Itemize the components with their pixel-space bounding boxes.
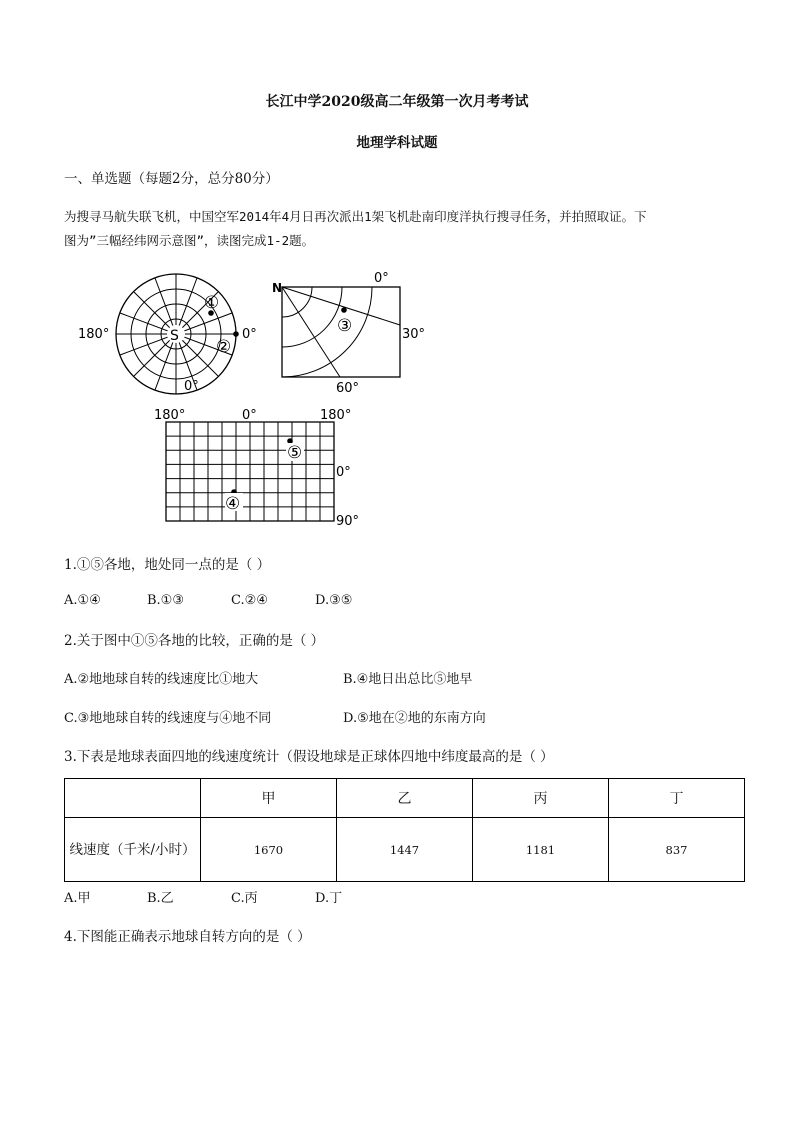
polar-180-label: 180° xyxy=(78,327,110,342)
intro-line-1: 为搜寻马航失联飞机，中国空军2014年4月日再次派出1架飞机赴南印度洋执行搜寻任务，并拍照取证。下 xyxy=(64,209,647,224)
table-header-bing: 丙 xyxy=(473,779,609,818)
table-row xyxy=(65,818,745,882)
grid-90-label: 90° xyxy=(336,514,360,529)
graticule-figure xyxy=(70,272,450,532)
polar-graticule xyxy=(78,274,257,394)
q1-option-b[interactable]: B.①③ xyxy=(147,593,184,608)
table-row-label: 线速度（千米/小时） xyxy=(65,818,201,882)
table-header-row xyxy=(65,779,745,818)
quadrant-30-label: 30° xyxy=(402,327,426,342)
section-title: 一、单选题（每题2分，总分80分） xyxy=(64,171,279,187)
point-1-label: ① xyxy=(204,293,220,313)
quadrant-60-label: 60° xyxy=(336,381,360,396)
table-cell-ding: 837 xyxy=(609,818,745,882)
question-1-stem: 1.①⑤各地，地处同一点的是（ ） xyxy=(64,557,271,573)
question-3-stem: 3.下表是地球表面四地的线速度统计（假设地球是正球体四地中纬度最高的是（ ） xyxy=(64,749,554,765)
quadrant-n-label: N xyxy=(272,281,283,295)
polar-0-bottom-label: 0° xyxy=(184,379,199,394)
table-header-ding: 丁 xyxy=(609,779,745,818)
point-4-label: ④ xyxy=(225,494,241,514)
point-3-label: ③ xyxy=(337,316,353,336)
rectangular-graticule xyxy=(154,408,359,529)
linear-speed-table xyxy=(64,778,745,882)
table-header-yi: 乙 xyxy=(337,779,473,818)
exam-title: 长江中学2020级高二年级第一次月考考试 xyxy=(265,94,529,110)
grid-0-top-label: 0° xyxy=(242,408,257,423)
q1-option-c[interactable]: C.②④ xyxy=(231,593,268,608)
question-4-stem: 4.下图能正确表示地球自转方向的是（ ） xyxy=(64,929,311,945)
q2-option-a[interactable]: A.②地地球自转的线速度比①地大 xyxy=(64,672,259,687)
question-2-stem: 2.关于图中①⑤各地的比较，正确的是（ ） xyxy=(64,633,325,649)
q2-option-c[interactable]: C.③地地球自转的线速度与④地不同 xyxy=(64,711,272,726)
table-header-empty xyxy=(65,779,201,818)
q1-option-d[interactable]: D.③⑤ xyxy=(315,593,353,608)
q2-option-d[interactable]: D.⑤地在②地的东南方向 xyxy=(343,711,486,726)
grid-180-left-label: 180° xyxy=(154,408,186,423)
grid-0-mid-label: 0° xyxy=(336,465,351,480)
quadrant-graticule xyxy=(272,272,425,396)
polar-center-label: S xyxy=(170,328,179,344)
table-cell-bing: 1181 xyxy=(473,818,609,882)
intro-line-2: 图为”三幅经纬网示意图”，读图完成1-2题。 xyxy=(64,233,315,248)
point-5-label: ⑤ xyxy=(287,443,303,463)
grid-180-right-label: 180° xyxy=(320,408,352,423)
q3-option-c[interactable]: C.丙 xyxy=(231,891,258,906)
point-2-dot xyxy=(233,331,239,337)
q3-option-b[interactable]: B.乙 xyxy=(147,891,174,906)
table-header-jia: 甲 xyxy=(201,779,337,818)
table-cell-yi: 1447 xyxy=(337,818,473,882)
point-3-dot xyxy=(341,307,347,313)
q1-option-a[interactable]: A.①④ xyxy=(64,593,101,608)
point-2-label: ② xyxy=(216,337,232,357)
q2-option-b[interactable]: B.④地日出总比⑤地早 xyxy=(343,672,473,687)
quadrant-0-label: 0° xyxy=(374,272,389,286)
polar-0-right-label: 0° xyxy=(242,327,257,342)
q3-option-a[interactable]: A.甲 xyxy=(64,891,91,906)
table-cell-jia: 1670 xyxy=(201,818,337,882)
q3-option-d[interactable]: D.丁 xyxy=(315,891,343,906)
exam-subtitle: 地理学科试题 xyxy=(356,135,438,151)
